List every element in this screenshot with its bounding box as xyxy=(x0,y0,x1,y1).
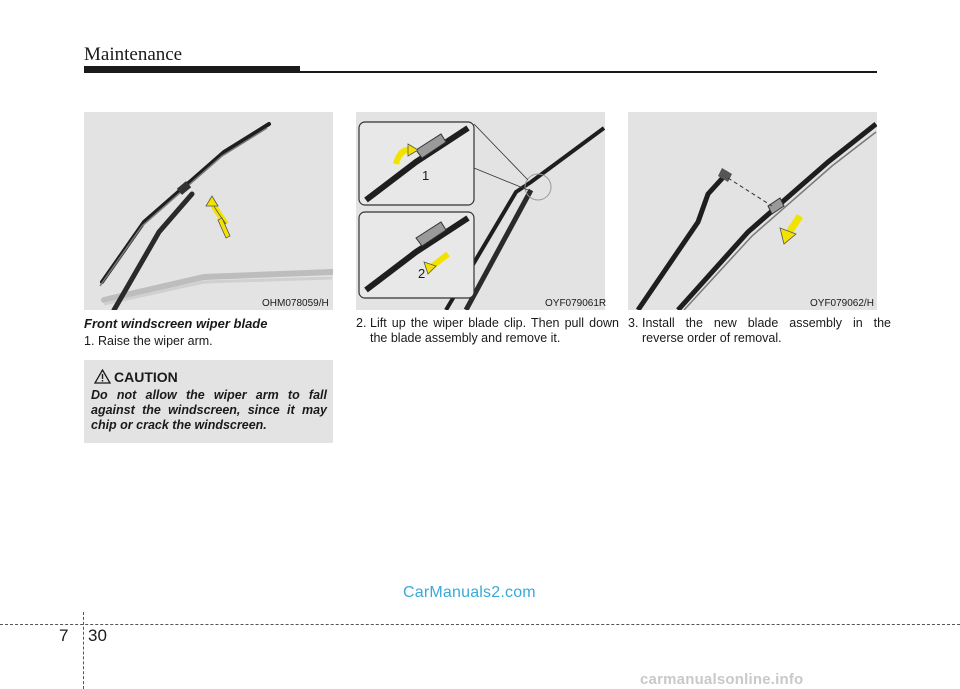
figure-remove-blade xyxy=(356,112,605,310)
header-rule xyxy=(300,71,877,73)
step-3-number: 3. xyxy=(628,316,639,330)
figure-2-code: OYF079061R xyxy=(545,298,607,309)
watermark-link[interactable]: CarManuals2.com xyxy=(403,584,536,601)
subheading-front-wiper-blade: Front windscreen wiper blade xyxy=(84,316,268,331)
step-2-number: 2. xyxy=(356,316,367,330)
footer-divider xyxy=(83,612,84,689)
callout-1: 1 xyxy=(422,168,430,183)
figure-install-blade xyxy=(628,112,877,310)
chapter-number: 7 xyxy=(59,626,69,645)
step-3-text: Install the new blade assembly in the reverse order of removal. xyxy=(642,316,891,345)
callout-2: 2 xyxy=(418,266,426,281)
step-2 xyxy=(356,316,619,346)
step-3 xyxy=(628,316,891,346)
page-number: 30 xyxy=(88,626,107,645)
site-watermark: carmanualsonline.info xyxy=(640,671,804,688)
figure-1-code: OHM078059/H xyxy=(262,298,329,309)
footer-rule xyxy=(0,624,960,625)
step-1 xyxy=(84,334,333,349)
header-bar xyxy=(84,66,300,73)
figure-raise-wiper-arm xyxy=(84,112,333,310)
warning-triangle-icon xyxy=(94,369,111,384)
figure-3-code: OYF079062/H xyxy=(810,298,874,309)
section-title: Maintenance xyxy=(84,44,183,65)
caution-title: CAUTION xyxy=(114,369,178,385)
step-1-text: Raise the wiper arm. xyxy=(98,334,213,348)
step-1-number: 1. xyxy=(84,334,95,348)
caution-body: Do not allow the wiper arm to fall against the windscreen, since it may chip or crack the windscreen. xyxy=(91,388,327,432)
step-2-text: Lift up the wiper blade clip. Then pull down the blade assembly and remove it. xyxy=(370,316,619,345)
